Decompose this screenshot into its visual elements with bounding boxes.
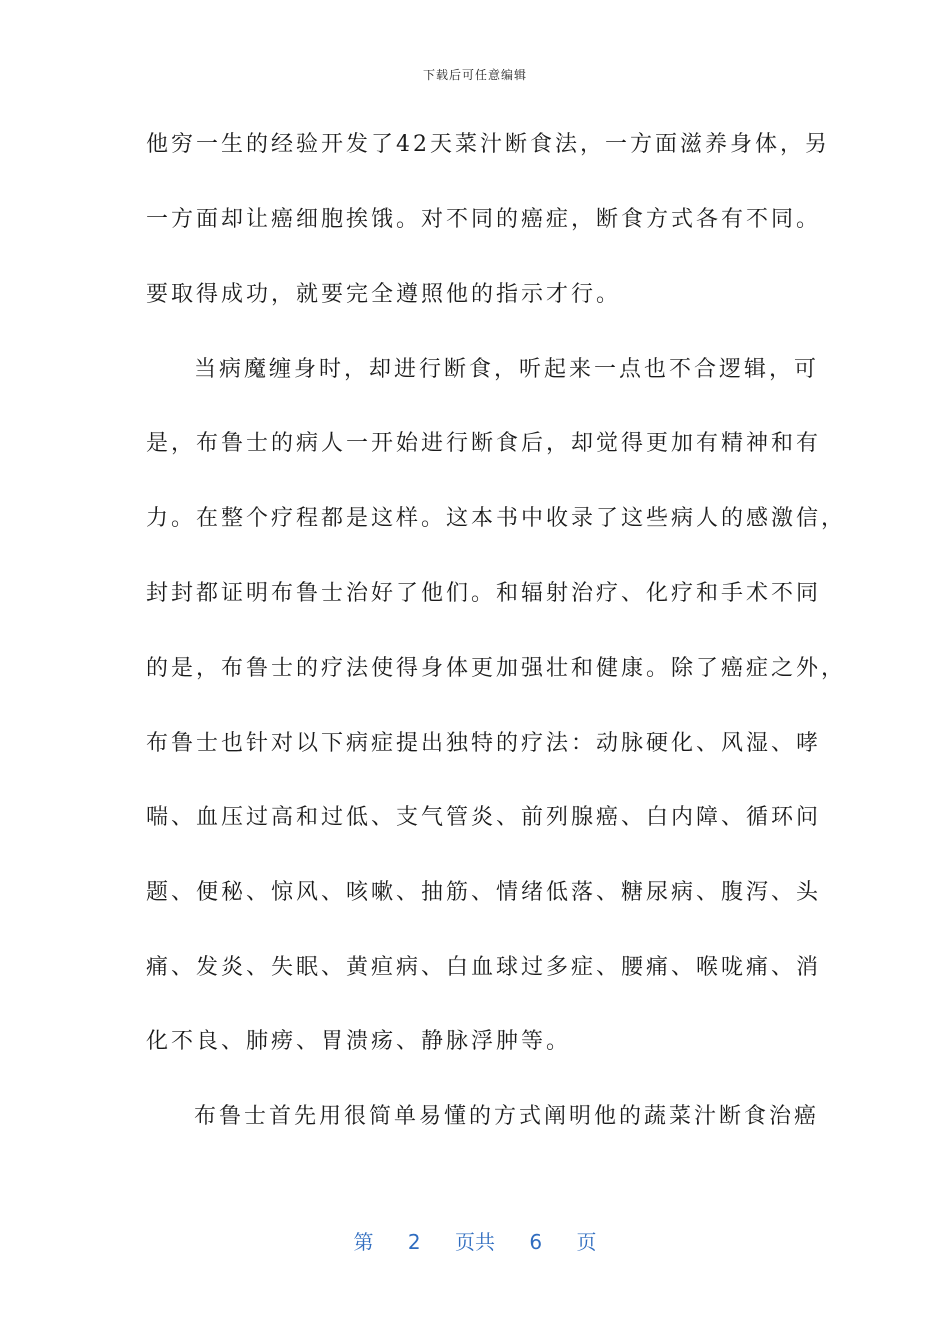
text-line: 布鲁士首先用很简单易懂的方式阐明他的蔬菜汁断食治癌 <box>194 1104 820 1129</box>
text-line: 要取得成功，就要完全遵照他的指示才行。 <box>146 282 622 307</box>
footer-page-number: 2 <box>407 1230 421 1254</box>
text-line: 题、便秘、惊风、咳嗽、抽筋、情绪低落、糖尿病、腹泻、头 <box>146 880 822 905</box>
page-footer <box>0 1226 950 1255</box>
footer-total-pages: 6 <box>529 1230 543 1254</box>
text-line: 他穷一生的经验开发了42天菜汁断食法，一方面滋养身体，另 <box>146 132 830 157</box>
text-line: 是，布鲁士的病人一开始进行断食后，却觉得更加有精神和有 <box>146 431 822 456</box>
footer-middle: 页共 <box>455 1230 495 1254</box>
text-line: 的是，布鲁士的疗法使得身体更加强壮和健康。除了癌症之外， <box>146 656 847 681</box>
text-line: 一方面却让癌细胞挨饿。对不同的癌症，断食方式各有不同。 <box>146 207 822 232</box>
text-line: 布鲁士也针对以下病症提出独特的疗法：动脉硬化、风湿、哮 <box>146 731 822 756</box>
footer-suffix: 页 <box>576 1230 597 1254</box>
text-line: 化不良、肺痨、胃溃疡、静脉浮肿等。 <box>146 1029 572 1054</box>
text-line: 力。在整个疗程都是这样。这本书中收录了这些病人的感激信， <box>146 506 847 531</box>
header-note: 下载后可任意编辑 <box>422 68 527 82</box>
text-line: 当病魔缠身时，却进行断食，听起来一点也不合逻辑，可 <box>194 357 820 382</box>
text-line: 封封都证明布鲁士治好了他们。和辐射治疗、化疗和手术不同 <box>146 581 822 606</box>
footer-prefix: 第 <box>353 1230 374 1254</box>
text-line: 喘、血压过高和过低、支气管炎、前列腺癌、白内障、循环问 <box>146 805 822 830</box>
text-line: 痛、发炎、失眠、黄疸病、白血球过多症、腰痛、喉咙痛、消 <box>146 955 822 980</box>
